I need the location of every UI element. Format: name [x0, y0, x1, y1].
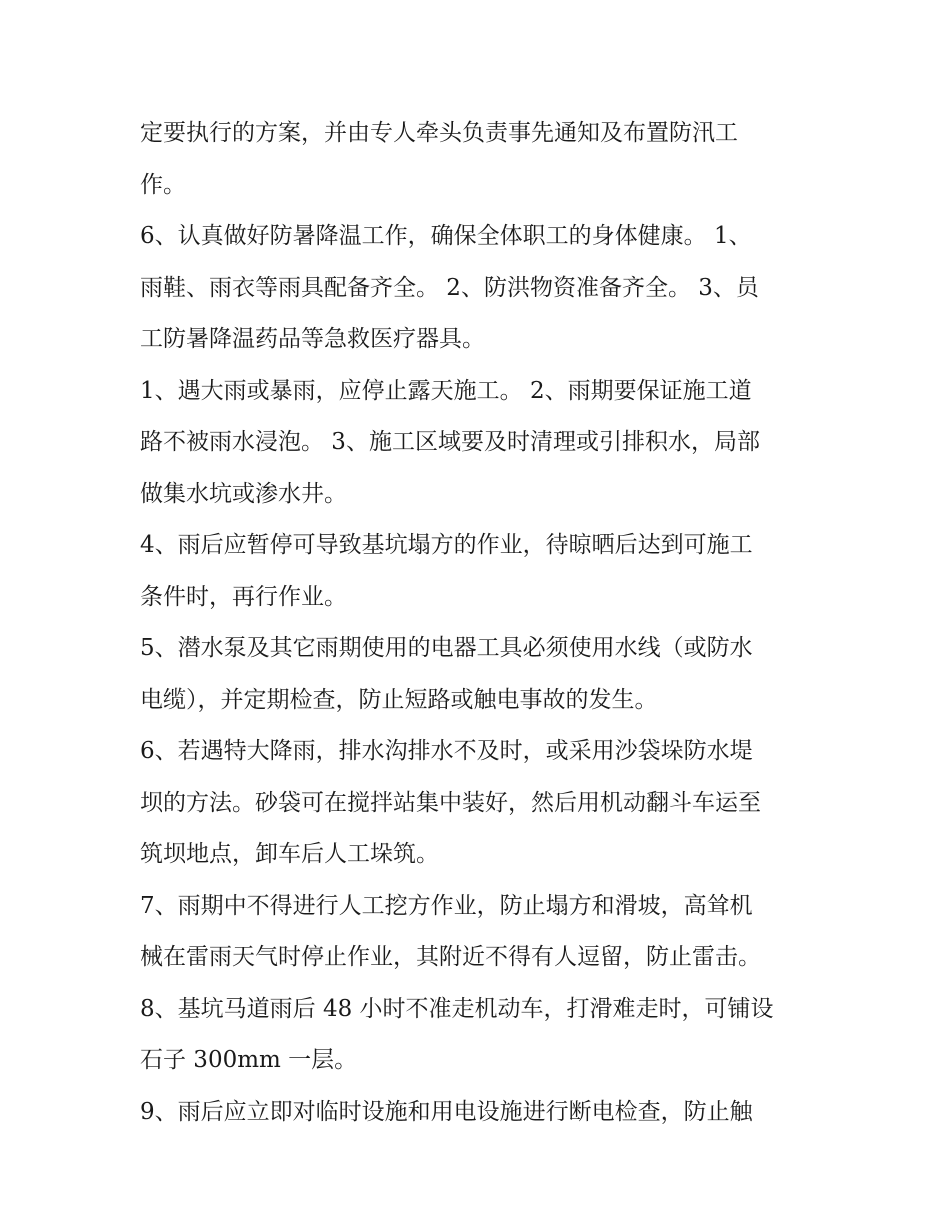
- text-line: 条件时，再行作业。: [140, 583, 347, 610]
- text-line: 工防暑降温药品等急救医疗器具。: [140, 326, 485, 352]
- text-line: 4、雨后应暂停可导致基坑塌方的作业，待晾晒后达到可施工: [140, 532, 753, 558]
- text-line: 路不被雨水浸泡。 3、施工区域要及时清理或引排积水，局部: [140, 429, 760, 455]
- text-line: 做集水坑或渗水井。: [140, 480, 347, 507]
- text-line: 坝的方法。砂袋可在搅拌站集中装好，然后用机动翻斗车运至: [140, 789, 761, 816]
- text-line: 6、认真做好防暑降温工作，确保全体职工的身体健康。 1、: [140, 223, 752, 249]
- text-line: 8、基坑马道雨后 48 小时不准走机动车，打滑难走时，可铺设: [140, 995, 774, 1022]
- text-line: 筑坝地点，卸车后人工垛筑。: [140, 841, 439, 867]
- text-line: 雨鞋、雨衣等雨具配备齐全。 2、防洪物资准备齐全。 3、员: [140, 274, 759, 301]
- text-line: 9、雨后应立即对临时设施和用电设施进行断电检查，防止触: [140, 1098, 753, 1125]
- text-line: 械在雷雨天气时停止作业，其附近不得有人逗留，防止雷击。: [140, 944, 761, 970]
- text-line: 5、潜水泵及其它雨期使用的电器工具必须使用水线（或防水: [140, 635, 753, 661]
- body-text: [140, 108, 830, 1138]
- text-line: 石子 300mm 一层。: [140, 1047, 358, 1073]
- text-line: 定要执行的方案，并由专人牵头负责事先通知及布置防汛工: [140, 120, 738, 146]
- text-line: 7、雨期中不得进行人工挖方作业，防止塌方和滑坡，高耸机: [140, 892, 753, 919]
- text-line: 作。: [140, 171, 186, 198]
- text-line: 1、遇大雨或暴雨，应停止露天施工。 2、雨期要保证施工道: [140, 377, 752, 404]
- text-line: 6、若遇特大降雨，排水沟排水不及时，或采用沙袋垛防水堤: [140, 738, 753, 764]
- text-line: 电缆），并定期检查，防止短路或触电事故的发生。: [140, 686, 658, 713]
